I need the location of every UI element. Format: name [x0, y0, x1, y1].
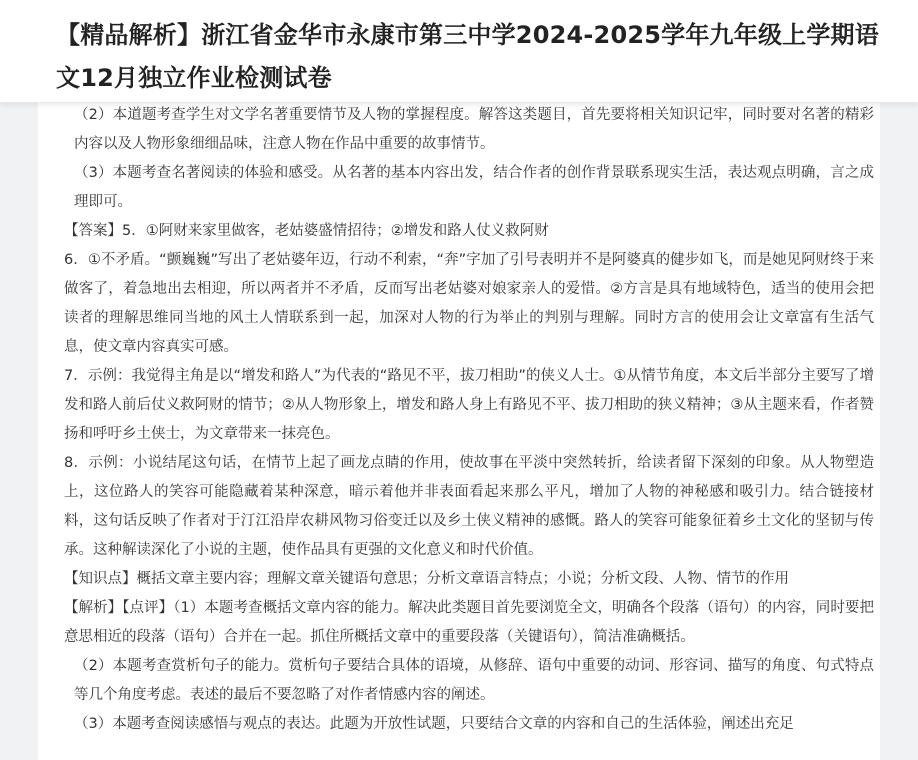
- document-content: [64, 101, 874, 739]
- paragraph-q4-2: （2）本道题考查学生对文学名著重要情节及人物的掌握程度。解答这类题目，首先要将相关知识记牢，同时要对名著的精彩内容以及人物形象细细品味，注意人物在作品中重要的故事情节。: [74, 107, 874, 152]
- paragraph-knowledge-points: 【知识点】概括文章主要内容；理解文章关键语句意思；分析文章语言特点；小说；分析文段、人物、情节的作用: [64, 571, 789, 587]
- paragraph-analysis-1: 【解析】【点评】（1）本题考查概括文章内容的能力。解决此类题目首先要浏览全文，明确各个段落（语句）的内容，同时要把意思相近的段落（语句）合并在一起。抓住所概括文章中的重要段落（关键语句），简洁准确概括。: [64, 600, 874, 645]
- paragraph-answer-5: 【答案】5．①阿财来家里做客，老姑婆盛情招待；②增发和路人仗义救阿财: [64, 223, 549, 239]
- paragraph-analysis-2: （2）本题考查赏析句子的能力。赏析句子要结合具体的语境，从修辞、语句中重要的动词、形容词、描写的角度、句式特点等几个角度考虑。表述的最后不要忽略了对作者情感内容的阐述。: [74, 658, 874, 703]
- page-header: [0, 0, 918, 103]
- page-title: 【精品解析】浙江省金华市永康市第三中学2024-2025学年九年级上学期语文12月独立作业检测试卷: [56, 21, 879, 92]
- paragraph-answer-8: 8．示例：小说结尾这句话，在情节上起了画龙点睛的作用，使故事在平淡中突然转折，给读者留下深刻的印象。从人物塑造上，这位路人的笑容可能隐藏着某种深意，暗示着他并非表面看起来那么平凡，增加了人物的神秘感和吸引力。结合链接材料，这句话反映了作者对于汀江沿岸农耕风物习俗变迁以及乡土侠义精神的感慨。路人的笑容可能象征着乡土文化的坚韧与传承。这种解读深化了小说的主题，使作品具有更强的文化意义和时代价值。: [64, 455, 874, 558]
- paragraph-q4-3: （3）本题考查名著阅读的体验和感受。从名著的基本内容出发，结合作者的创作背景联系现实生活，表达观点明确，言之成理即可。: [74, 165, 874, 210]
- paragraph-answer-7: 7．示例：我觉得主角是以“增发和路人”为代表的“路见不平，拔刀相助”的侠义人士。①从情节角度，本文后半部分主要写了增发和路人前后仗义救阿财的情节；②从人物形象上，增发和路人身上有路见不平、拔刀相助的狭义精神；③从主题来看，作者赞扬和呼吁乡土侠士，为文章带来一抹亮色。: [64, 368, 874, 442]
- paragraph-answer-6: 6．①不矛盾。“颤巍巍”写出了老姑婆年迈，行动不利索，“奔”字加了引号表明并不是阿婆真的健步如飞，而是她见阿财终于来做客了，着急地出去相迎，所以两者并不矛盾，反而写出老姑婆对娘家亲人的爱惜。②方言是具有地域特色，适当的使用会把读者的理解思维同当地的风土人情联系到一起，加深对人物的行为举止的判别与理解。同时方言的使用会让文章富有生活气息，使文章内容真实可感。: [64, 252, 874, 355]
- paragraph-analysis-3: （3）本题考查阅读感悟与观点的表达。此题为开放性试题，只要结合文章的内容和自己的生活体验，阐述出充足: [74, 716, 794, 732]
